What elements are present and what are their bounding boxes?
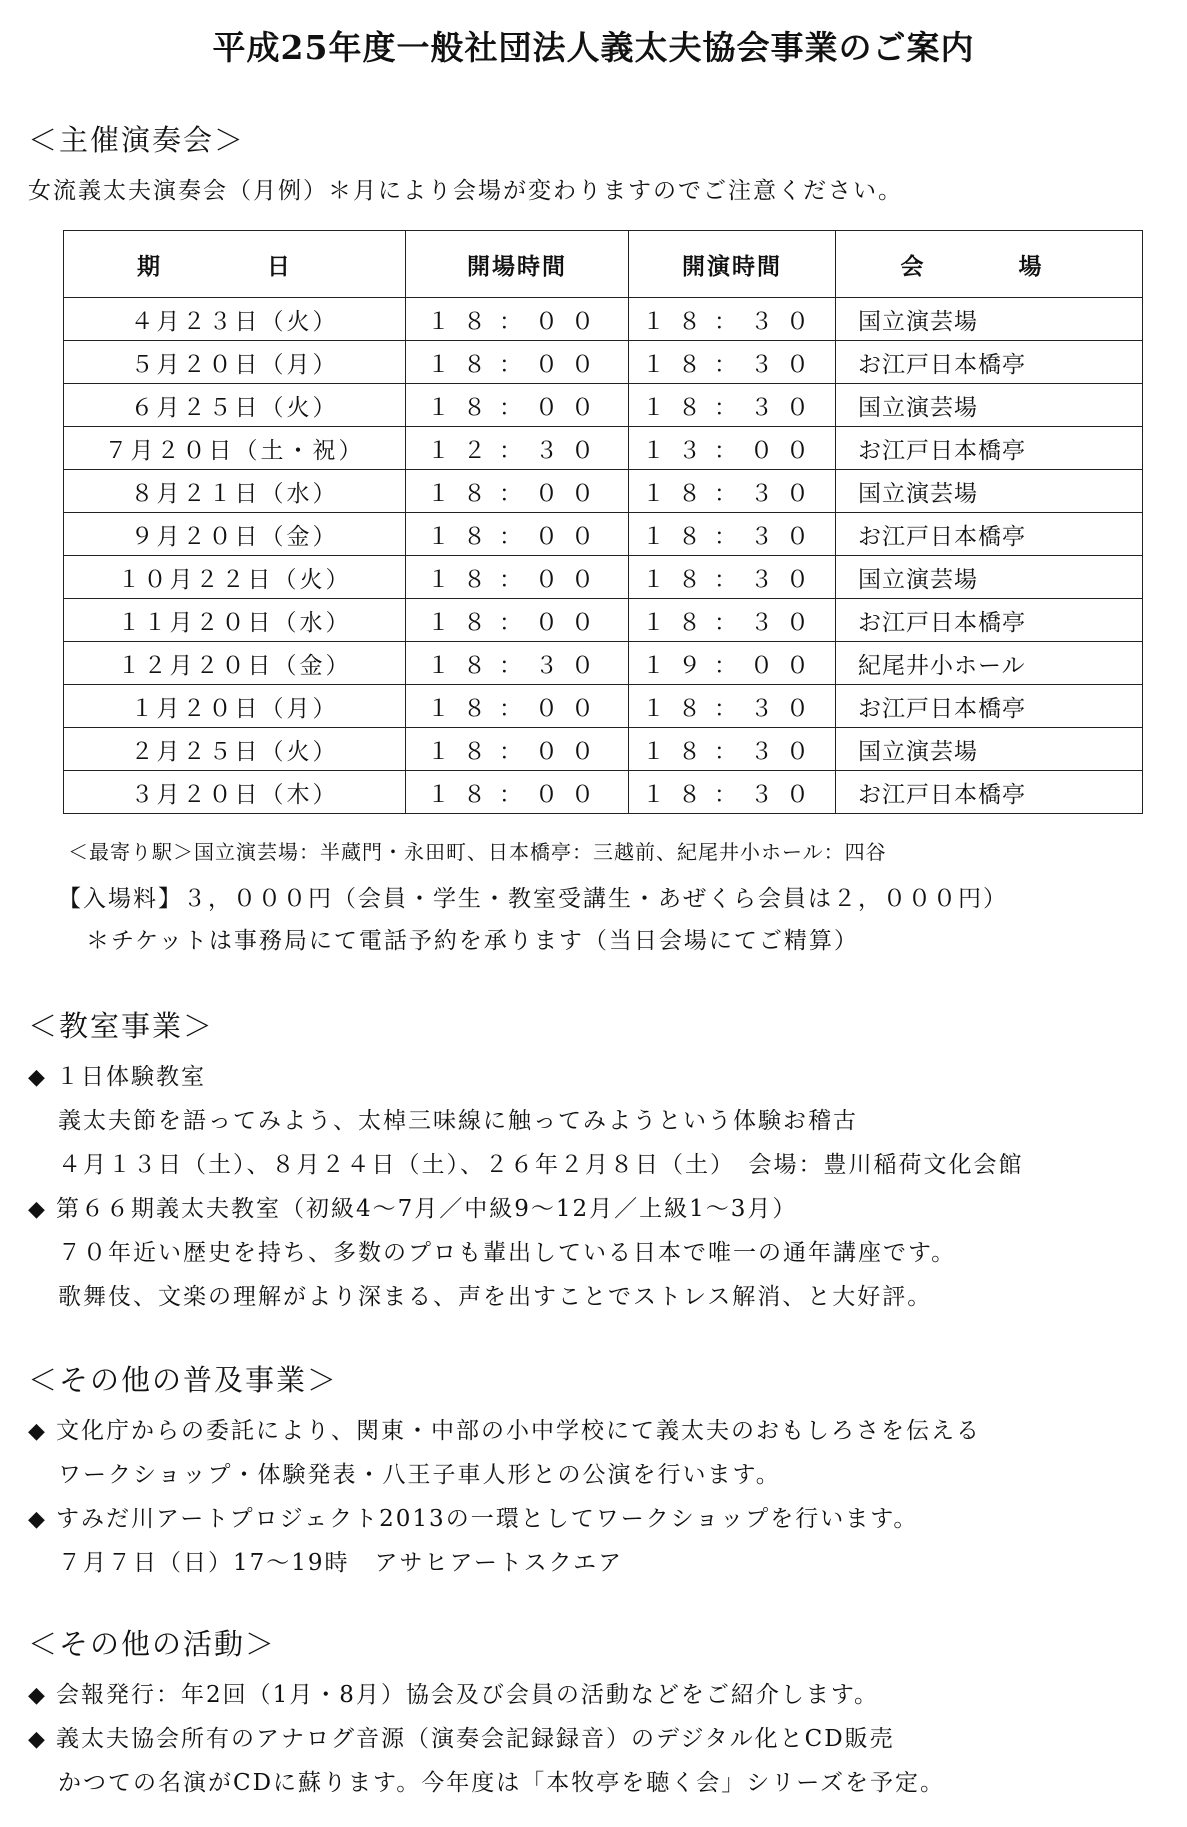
cell-open-time: １８：００ <box>406 685 629 728</box>
cell-date: ６月２５日（火） <box>64 384 406 427</box>
cell-open-time: １８：００ <box>406 298 629 341</box>
cell-open-time: １８：００ <box>406 599 629 642</box>
concert-intro: 女流義太夫演奏会（月例）＊月により会場が変わりますのでご注意ください。 <box>28 178 903 204</box>
classroom-item2-desc1: ７０年近い歴史を持ち、多数のプロも輩出している日本で唯一の通年講座です。 <box>58 1240 957 1266</box>
outreach-item2-line1: すみだ川アートプロジェクト2013の一環としてワークショップを行います。 <box>56 1506 919 1532</box>
cell-start-time: １８：３０ <box>629 341 836 384</box>
table-row <box>64 384 1143 427</box>
cell-venue: お江戸日本橋亭 <box>836 771 1143 814</box>
cell-date: ８月２１日（水） <box>64 470 406 513</box>
cell-venue: お江戸日本橋亭 <box>836 599 1143 642</box>
outreach-heading: ＜その他の普及事業＞ <box>28 1363 339 1397</box>
table-row <box>64 513 1143 556</box>
list-item <box>28 1720 895 1753</box>
cell-date: １０月２２日（火） <box>64 556 406 599</box>
cell-date: ９月２０日（金） <box>64 513 406 556</box>
cell-venue: 国立演芸場 <box>836 384 1143 427</box>
cell-venue: 国立演芸場 <box>836 556 1143 599</box>
outreach-item2-line2: ７月７日（日）17～19時 アサヒアートスクエア <box>58 1550 624 1576</box>
table-row <box>64 298 1143 341</box>
table-row <box>64 685 1143 728</box>
cell-start-time: １８：３０ <box>629 470 836 513</box>
table-header-row <box>64 231 1143 298</box>
list-item <box>28 1500 918 1533</box>
outreach-item1-line2: ワークショップ・体験発表・八王子車人形との公演を行います。 <box>58 1462 781 1488</box>
list-item <box>28 1412 981 1445</box>
cell-start-time: １８：３０ <box>629 771 836 814</box>
cell-venue: 国立演芸場 <box>836 470 1143 513</box>
cell-start-time: １８：３０ <box>629 298 836 341</box>
classroom-item1-dates: ４月１３日（土）、８月２４日（土）、２６年２月８日（土） 会場：豊川稲荷文化会館 <box>58 1152 1024 1178</box>
activities-item2-line1: 義太夫協会所有のアナログ音源（演奏会記録録音）のデジタル化とCD販売 <box>56 1726 895 1752</box>
cell-start-time: １８：３０ <box>629 728 836 771</box>
cell-open-time: １８：００ <box>406 341 629 384</box>
cell-venue: お江戸日本橋亭 <box>836 513 1143 556</box>
header-date: 期 日 <box>64 231 406 298</box>
cell-date: １２月２０日（金） <box>64 642 406 685</box>
classroom-heading: ＜教室事業＞ <box>28 1009 215 1043</box>
table-row <box>64 556 1143 599</box>
table-row <box>64 341 1143 384</box>
concert-schedule-table <box>63 230 1143 814</box>
cell-start-time: １３：００ <box>629 427 836 470</box>
diamond-bullet-icon: ◆ <box>28 1727 47 1752</box>
admission-fee: 【入場料】３，０００円（会員・学生・教室受講生・あぜくら会員は２，０００円） <box>58 886 1008 912</box>
page-title: 平成25年度一般社団法人義太夫協会事業のご案内 <box>212 28 975 67</box>
activities-item1: 会報発行：年2回（1月・8月）協会及び会員の活動などをご紹介します。 <box>56 1682 880 1708</box>
table-row <box>64 642 1143 685</box>
table-row <box>64 771 1143 814</box>
classroom-item2-title: 第６６期義太夫教室（初級4～7月／中級9～12月／上級1～3月） <box>56 1196 798 1222</box>
cell-start-time: １８：３０ <box>629 513 836 556</box>
cell-venue: お江戸日本橋亭 <box>836 685 1143 728</box>
activities-heading: ＜その他の活動＞ <box>28 1627 277 1661</box>
header-venue: 会 場 <box>836 231 1143 298</box>
cell-start-time: １８：３０ <box>629 384 836 427</box>
cell-venue: 国立演芸場 <box>836 728 1143 771</box>
cell-venue: お江戸日本橋亭 <box>836 427 1143 470</box>
cell-open-time: １８：００ <box>406 513 629 556</box>
station-note: ＜最寄り駅＞国立演芸場：半蔵門・永田町、日本橋亭：三越前、紀尾井小ホール：四谷 <box>68 840 887 864</box>
cell-start-time: １９：００ <box>629 642 836 685</box>
cell-date: ３月２０日（木） <box>64 771 406 814</box>
cell-date: ２月２５日（火） <box>64 728 406 771</box>
cell-open-time: １８：００ <box>406 728 629 771</box>
diamond-bullet-icon: ◆ <box>28 1065 47 1090</box>
cell-open-time: １８：３０ <box>406 642 629 685</box>
cell-open-time: １８：００ <box>406 771 629 814</box>
cell-open-time: １８：００ <box>406 470 629 513</box>
outreach-item1-line1: 文化庁からの委託により、関東・中部の小中学校にて義太夫のおもしろさを伝える <box>56 1418 981 1444</box>
cell-open-time: １８：００ <box>406 384 629 427</box>
cell-start-time: １８：３０ <box>629 685 836 728</box>
ticket-note: ＊チケットは事務局にて電話予約を承ります（当日会場にてご精算） <box>86 928 859 954</box>
header-start-time: 開演時間 <box>629 231 836 298</box>
cell-date: ５月２０日（月） <box>64 341 406 384</box>
table-row <box>64 728 1143 771</box>
diamond-bullet-icon: ◆ <box>28 1197 47 1222</box>
header-open-time: 開場時間 <box>406 231 629 298</box>
classroom-item1-desc: 義太夫節を語ってみよう、太棹三味線に触ってみようという体験お稽古 <box>58 1108 858 1134</box>
diamond-bullet-icon: ◆ <box>28 1419 47 1444</box>
table-row <box>64 599 1143 642</box>
cell-date: １月２０日（月） <box>64 685 406 728</box>
concert-heading: ＜主催演奏会＞ <box>28 123 246 157</box>
classroom-item1-title: １日体験教室 <box>56 1064 206 1090</box>
cell-open-time: １２：３０ <box>406 427 629 470</box>
table-row <box>64 470 1143 513</box>
list-item <box>28 1058 206 1091</box>
cell-open-time: １８：００ <box>406 556 629 599</box>
cell-start-time: １８：３０ <box>629 556 836 599</box>
cell-date: ４月２３日（火） <box>64 298 406 341</box>
diamond-bullet-icon: ◆ <box>28 1507 47 1532</box>
diamond-bullet-icon: ◆ <box>28 1683 47 1708</box>
list-item <box>28 1676 879 1709</box>
cell-start-time: １８：３０ <box>629 599 836 642</box>
activities-item2-line2: かつての名演がCDに蘇ります。今年度は「本牧亭を聴く会」シリーズを予定。 <box>58 1770 946 1796</box>
cell-venue: 国立演芸場 <box>836 298 1143 341</box>
cell-venue: お江戸日本橋亭 <box>836 341 1143 384</box>
list-item <box>28 1190 797 1223</box>
cell-date: ７月２０日（土・祝） <box>64 427 406 470</box>
cell-venue: 紀尾井小ホール <box>836 642 1143 685</box>
cell-date: １１月２０日（水） <box>64 599 406 642</box>
classroom-item2-desc2: 歌舞伎、文楽の理解がより深まる、声を出すことでストレス解消、と大好評。 <box>58 1284 933 1310</box>
table-row <box>64 427 1143 470</box>
